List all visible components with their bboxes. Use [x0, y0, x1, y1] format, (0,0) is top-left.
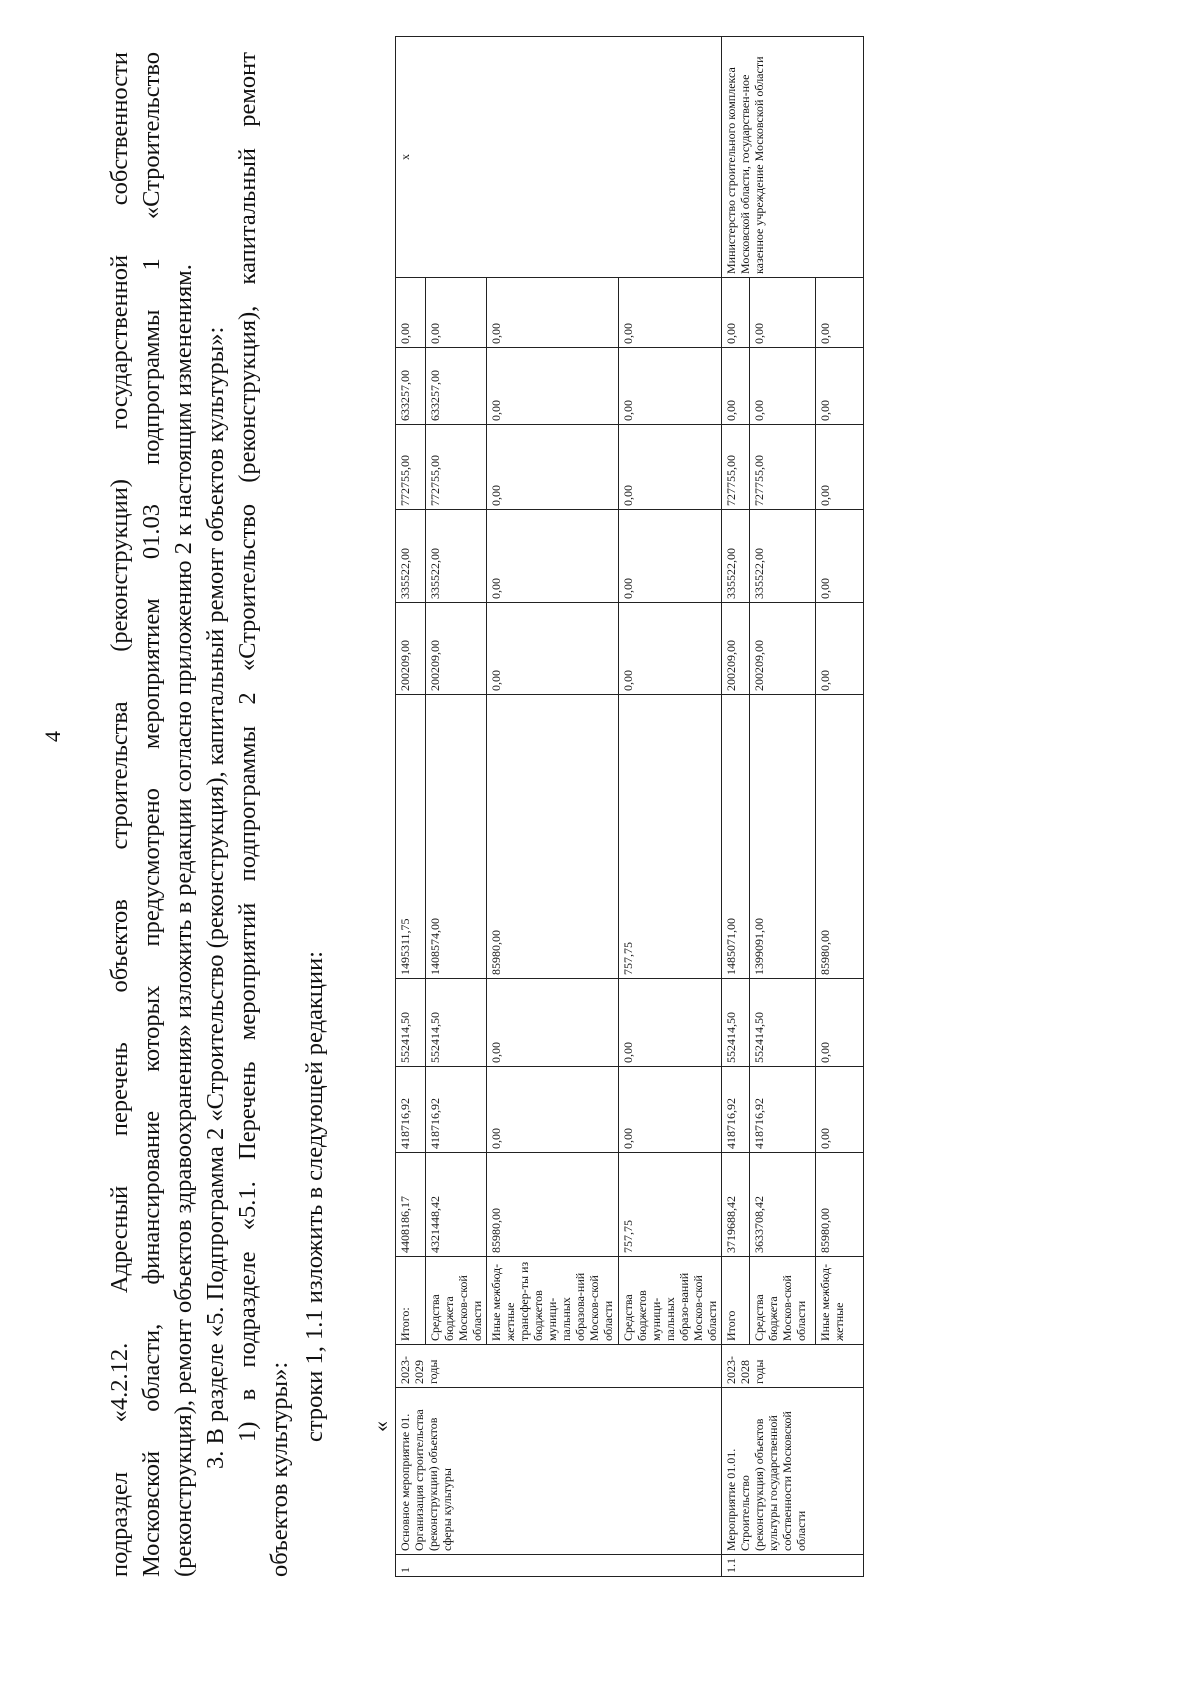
amount-year-8: 0,00 — [750, 278, 816, 348]
row-number: 1.1 — [722, 1555, 864, 1577]
amount-year-7: 0,00 — [722, 348, 750, 425]
paragraph-4: строки 1, 1.1 изложить в следующей редакции: — [301, 951, 328, 1442]
row-number: 1 — [396, 1555, 722, 1577]
amount-year-4: 200209,00 — [396, 603, 426, 695]
amount-year-3: 85980,00 — [487, 695, 619, 979]
amount-year-6: 0,00 — [487, 425, 619, 510]
amount-year-2: 0,00 — [816, 979, 864, 1067]
activity-name: Мероприятие 01.01. Строительство (реконструкция) объектов культуры государственной собственности Московской области — [722, 1388, 864, 1555]
opening-quote: « — [368, 1421, 393, 1432]
paragraph-1-line-2: Московской области, финансирование которых предусмотрено мероприятием 01.03 подпрограммы 1 «Строительство — [138, 52, 165, 1577]
amount-total: 85980,00 — [487, 1153, 619, 1257]
amount-total: 4408186,17 — [396, 1153, 426, 1257]
activity-period: 2023-2028 годы — [722, 1345, 864, 1388]
amount-year-7: 0,00 — [750, 348, 816, 425]
amount-year-7: 0,00 — [487, 348, 619, 425]
responsible-executor: Министерство строительного комплекса Московской области, государствен-ное казенное учреждение Московской области — [722, 37, 864, 278]
activity-period: 2023-2029 годы — [396, 1345, 722, 1388]
amount-year-8: 0,00 — [722, 278, 750, 348]
paragraph-1-line-3: (реконструкция), ремонт объектов здравоохранения» изложить в редакции согласно приложению 2 к настоящим изменениям. — [170, 264, 197, 1577]
funding-source: Средства бюджета Москов-ской области — [750, 1257, 816, 1345]
amount-year-1: 418716,92 — [722, 1067, 750, 1153]
amount-year-8: 0,00 — [816, 278, 864, 348]
amount-year-2: 552414,50 — [722, 979, 750, 1067]
amount-year-3: 1408574,00 — [426, 695, 487, 979]
table-row — [396, 37, 426, 1577]
amount-total: 85980,00 — [816, 1153, 864, 1257]
amount-year-6: 0,00 — [619, 425, 722, 510]
amount-year-4: 0,00 — [619, 603, 722, 695]
amount-year-4: 0,00 — [487, 603, 619, 695]
amount-total: 3633708,42 — [750, 1153, 816, 1257]
amount-year-3: 1495311,75 — [396, 695, 426, 979]
amount-year-6: 727755,00 — [750, 425, 816, 510]
funding-source: Итого — [722, 1257, 750, 1345]
amount-year-6: 772755,00 — [426, 425, 487, 510]
amount-year-6: 772755,00 — [396, 425, 426, 510]
amount-year-1: 418716,92 — [426, 1067, 487, 1153]
amount-total: 3719688,42 — [722, 1153, 750, 1257]
amount-year-4: 0,00 — [816, 603, 864, 695]
amount-year-4: 200209,00 — [722, 603, 750, 695]
activities-table — [395, 36, 864, 1577]
amount-year-3: 85980,00 — [816, 695, 864, 979]
amount-year-2: 552414,50 — [750, 979, 816, 1067]
amount-year-1: 0,00 — [619, 1067, 722, 1153]
funding-source: Средства бюджетов муници-пальных образо-ваний Москов-ской области — [619, 1257, 722, 1345]
amount-year-2: 0,00 — [619, 979, 722, 1067]
amount-year-2: 552414,50 — [396, 979, 426, 1067]
amount-year-5: 335522,00 — [426, 510, 487, 603]
paragraph-3-line-1: 1) в подразделе «5.1. Перечень мероприятий подпрограммы 2 «Строительство (реконструкция), капитальный ремонт — [234, 52, 261, 1442]
funding-source: Иные межбюд-жетные — [816, 1257, 864, 1345]
amount-year-2: 552414,50 — [426, 979, 487, 1067]
table-row — [722, 37, 750, 1577]
amount-year-5: 335522,00 — [750, 510, 816, 603]
amount-total: 757,75 — [619, 1153, 722, 1257]
amount-year-8: 0,00 — [619, 278, 722, 348]
amount-year-1: 0,00 — [816, 1067, 864, 1153]
amount-year-1: 0,00 — [487, 1067, 619, 1153]
funding-source: Иные межбюд-жетные трансфер-ты из бюджетов муници-пальных образова-ний Москов-ской области — [487, 1257, 619, 1345]
amount-year-8: 0,00 — [487, 278, 619, 348]
amount-year-1: 418716,92 — [750, 1067, 816, 1153]
amount-year-7: 633257,00 — [396, 348, 426, 425]
amount-total: 4321448,42 — [426, 1153, 487, 1257]
amount-year-7: 0,00 — [816, 348, 864, 425]
paragraph-1-line-1: подраздел «4.2.12. Адресный перечень объектов строительства (реконструкции) государственной собственности — [106, 52, 133, 1577]
amount-year-1: 418716,92 — [396, 1067, 426, 1153]
amount-year-6: 727755,00 — [722, 425, 750, 510]
amount-year-4: 200209,00 — [750, 603, 816, 695]
amount-year-3: 757,75 — [619, 695, 722, 979]
amount-year-6: 0,00 — [816, 425, 864, 510]
amount-year-5: 0,00 — [619, 510, 722, 603]
amount-year-5: 0,00 — [816, 510, 864, 603]
funding-source: Средства бюджета Москов-ской области — [426, 1257, 487, 1345]
amount-year-5: 335522,00 — [396, 510, 426, 603]
amount-year-7: 0,00 — [619, 348, 722, 425]
amount-year-2: 0,00 — [487, 979, 619, 1067]
amount-year-7: 633257,00 — [426, 348, 487, 425]
amount-year-5: 0,00 — [487, 510, 619, 603]
amount-year-4: 200209,00 — [426, 603, 487, 695]
amount-year-3: 1399091,00 — [750, 695, 816, 979]
paragraph-3-line-2: объектов культуры»: — [266, 1361, 293, 1577]
responsible-executor: x — [396, 37, 722, 278]
funding-source: Итого: — [396, 1257, 426, 1345]
amount-year-3: 1485071,00 — [722, 695, 750, 979]
activity-name: Основное мероприятие 01. Организация строительства (реконструкции) объектов сферы культуры — [396, 1388, 722, 1555]
paragraph-2: 3. В разделе «5. Подпрограмма 2 «Строительство (реконструкция), капитальный ремонт объектов культуры»: — [202, 326, 229, 1469]
amount-year-5: 335522,00 — [722, 510, 750, 603]
amount-year-8: 0,00 — [426, 278, 487, 348]
amount-year-8: 0,00 — [396, 278, 426, 348]
page-number: 4 — [40, 731, 65, 742]
